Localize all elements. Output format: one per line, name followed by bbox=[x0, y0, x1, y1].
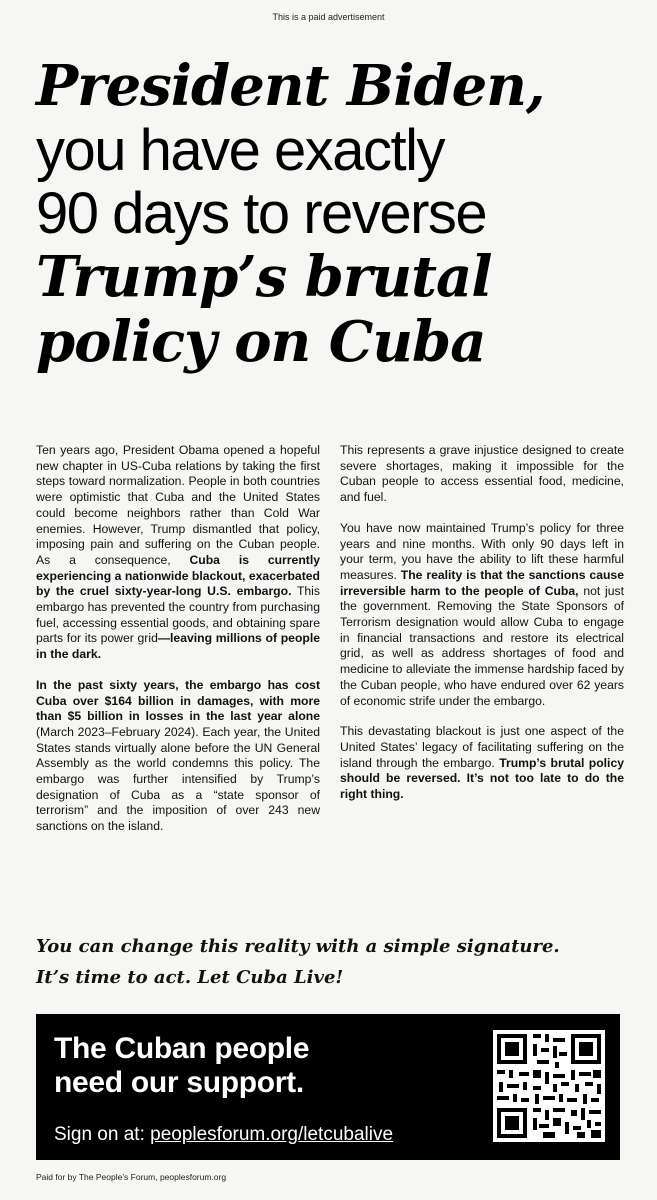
text: This embargo has prevented the country from purchasing fuel, accessing essential goods, and obtaining spare parts for its power grid bbox=[36, 584, 320, 646]
headline-line-3: 90 days to reverse bbox=[36, 181, 487, 246]
text: Ten years ago, President Obama opened a hopeful new chapter in US-Cuba relations by taking the first steps toward normalization. People in both countries were optimistic that Cuba and the United States could become neighbors rather than Cold War enemies. However, Trump dismantled that policy, imposing pain and suffering on the Cuban people. As a consequence, bbox=[36, 443, 320, 567]
paid-ad-notice: This is a paid advertisement bbox=[272, 12, 385, 22]
callout-line-1: You can change this reality with a simple signature. bbox=[36, 936, 560, 957]
sign-on-link[interactable]: peoplesforum.org/letcubalive bbox=[150, 1124, 394, 1145]
sign-on-line bbox=[54, 1124, 393, 1146]
right-paragraph-2 bbox=[340, 521, 624, 709]
banner-heading bbox=[54, 1032, 309, 1100]
bold-text: Trump’s brutal policy should be reversed. It’s not too late to do the right thing. bbox=[340, 755, 624, 802]
headline-line-1: President Biden, bbox=[36, 53, 545, 119]
bold-text: Cuba is currently experiencing a nationwide blackout, exacerbated by the cruel sixty-year-long U.S. embargo. bbox=[36, 552, 320, 599]
text: not just the government. Removing the State Sponsors of Terrorism designation would allow Cuba to engage in financial transactions and restore its electrical grid, as well as address shortages of food and medicine to alleviate the immense hardship faced by the Cuban people, who have endured over 62 years of economic strife under the embargo. bbox=[340, 583, 624, 708]
left-paragraph-2 bbox=[36, 678, 320, 835]
bold-text: The reality is that the sanctions cause irreversible harm to the people of Cuba, bbox=[340, 567, 624, 598]
sign-prefix: Sign on at: bbox=[54, 1124, 151, 1145]
right-paragraph-3 bbox=[340, 724, 624, 803]
paid-for-by-footer: Paid for by The People’s Forum, peoplesforum.org bbox=[36, 1172, 227, 1182]
headline-line-4: Trump’s brutal bbox=[36, 244, 492, 310]
banner-line-2: need our support. bbox=[54, 1066, 304, 1099]
left-paragraph-1 bbox=[36, 443, 320, 663]
text: This devastating blackout is just one aspect of the United States’ legacy of facilitating suffering on the island through the embargo. bbox=[340, 724, 624, 770]
text: (March 2023–February 2024). Each year, the United States stands virtually alone before the UN General Assembly as the world condemns this policy. The embargo was further intensified by Trump’s designation of Cuba as a “state sponsor of terrorism” and the imposition of over 243 new sanctions on the island. bbox=[36, 724, 320, 834]
qr-code-icon[interactable] bbox=[493, 1030, 605, 1142]
banner-line-1: The Cuban people bbox=[54, 1032, 310, 1065]
bold-text: In the past sixty years, the embargo has cost Cuba over $164 billion in damages, with more than $5 billion in losses in the last year alone bbox=[36, 677, 320, 724]
text: You have now maintained Trump’s policy for three years and nine months. With only 90 days left in your term, you have the ability to lift these harmful measures. bbox=[340, 520, 624, 582]
call-to-action bbox=[36, 931, 636, 993]
headline-line-2: you have exactly bbox=[36, 118, 445, 183]
headline-line-5: policy on Cuba bbox=[36, 309, 486, 375]
qr-code-graphic bbox=[493, 1030, 605, 1142]
callout-line-2: It’s time to act. Let Cuba Live! bbox=[36, 967, 344, 988]
support-banner bbox=[36, 1014, 620, 1160]
headline bbox=[36, 54, 636, 375]
bold-text: —leaving millions of people in the dark. bbox=[36, 631, 320, 662]
right-column bbox=[340, 443, 624, 818]
left-column bbox=[36, 443, 320, 850]
right-paragraph-1: This represents a grave injustice designed to create severe shortages, making it impossible for the Cuban people to access essential food, medicine, and fuel. bbox=[340, 443, 624, 505]
